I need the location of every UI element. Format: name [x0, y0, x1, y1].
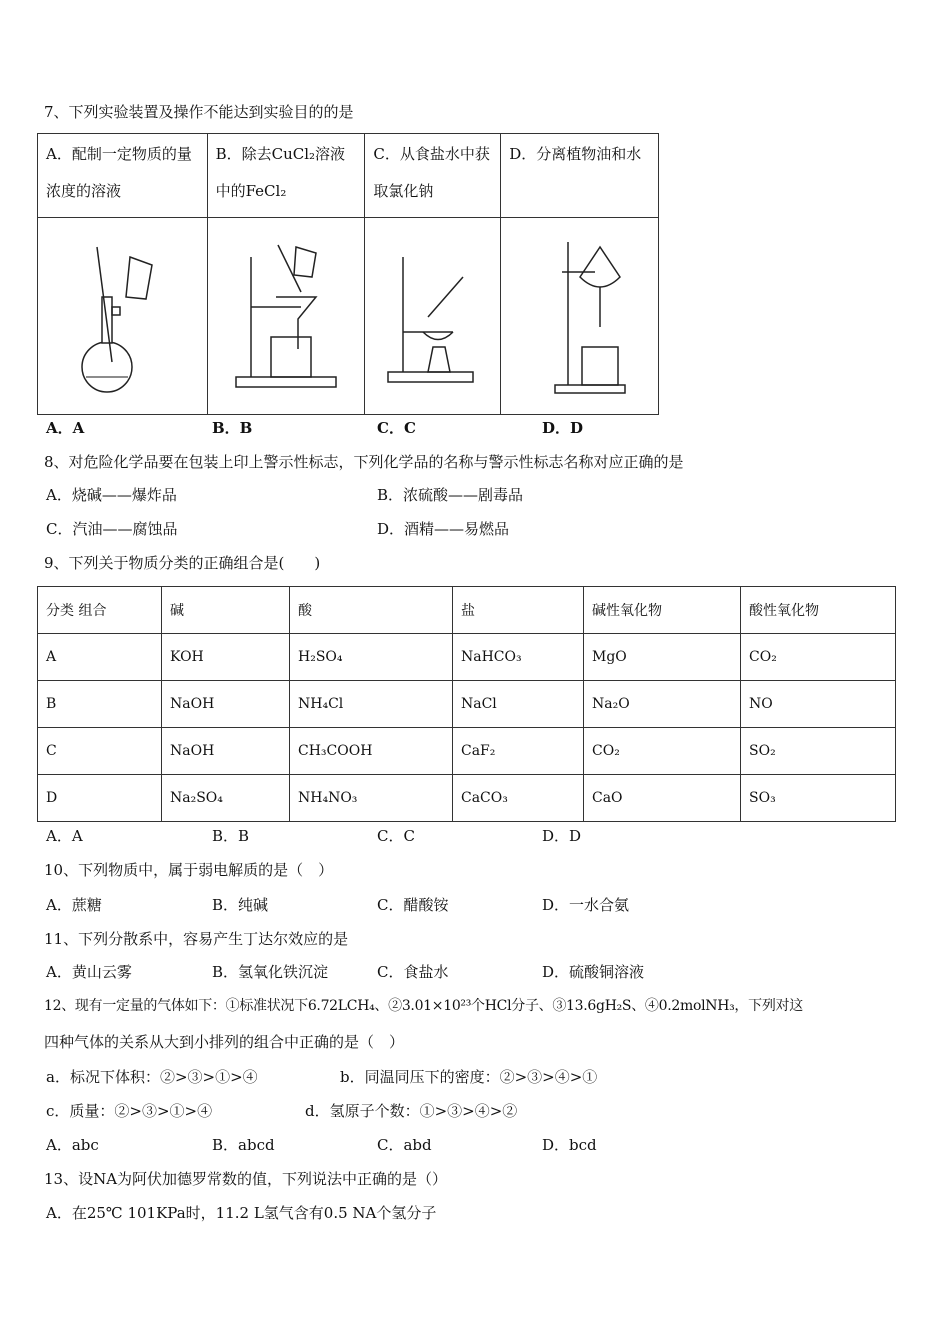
table-cell: H₂SO₄	[290, 634, 453, 681]
q7-cell-d: D．分离植物油和水	[501, 134, 659, 218]
q7-stem: 7、下列实验装置及操作不能达到实验目的的是	[44, 103, 354, 121]
q7-cell-b: B．除去CuCl₂溶液中的FeCl₂	[207, 134, 365, 218]
q8-option-d[interactable]: D．酒精——易燃品	[377, 520, 510, 538]
q8-option-c[interactable]: C．汽油——腐蚀品	[46, 520, 178, 538]
q9-option-a[interactable]: A．A	[46, 827, 83, 845]
apparatus-b	[207, 218, 365, 415]
q11-option-b[interactable]: B．氢氧化铁沉淀	[212, 963, 329, 981]
q11-option-d[interactable]: D．硫酸铜溶液	[542, 963, 645, 981]
q11-option-a[interactable]: A．黄山云雾	[46, 963, 132, 981]
table-cell: NH₄Cl	[290, 681, 453, 728]
table-cell: MgO	[584, 634, 741, 681]
header-cell: 盐	[453, 587, 584, 634]
table-cell: SO₂	[741, 728, 896, 775]
apparatus-a	[38, 218, 208, 415]
q9-option-b[interactable]: B．B	[212, 827, 250, 845]
q12-statement-b: b．同温同压下的密度：②>③>④>①	[340, 1068, 598, 1086]
header-cell: 碱	[162, 587, 290, 634]
table-cell: C	[38, 728, 162, 775]
q9-option-d[interactable]: D．D	[542, 827, 582, 845]
q7-option-d[interactable]: D．D	[542, 419, 584, 437]
q12-stem-line2: 四种气体的关系从大到小排列的组合中正确的是（ ）	[44, 1033, 405, 1051]
q12-statement-d: d．氢原子个数：①>③>④>②	[305, 1102, 518, 1120]
table-cell: CaO	[584, 775, 741, 822]
table-cell: NaHCO₃	[453, 634, 584, 681]
q10-option-d[interactable]: D．一水合氨	[542, 896, 630, 914]
table-cell: B	[38, 681, 162, 728]
table-cell: CaCO₃	[453, 775, 584, 822]
q10-option-c[interactable]: C．醋酸铵	[377, 896, 449, 914]
volumetric-flask-icon	[72, 237, 172, 397]
q11-stem: 11、下列分散系中，容易产生丁达尔效应的是	[44, 930, 349, 948]
table-cell: A	[38, 634, 162, 681]
table-row	[38, 681, 896, 728]
q10-option-a[interactable]: A．蔗糖	[46, 896, 102, 914]
q8-option-a[interactable]: A．烧碱——爆炸品	[46, 486, 177, 504]
table-cell: KOH	[162, 634, 290, 681]
q12-option-d[interactable]: D．bcd	[542, 1136, 597, 1154]
header-cell: 酸性氧化物	[741, 587, 896, 634]
table-header-row	[38, 587, 896, 634]
table-cell: NaOH	[162, 728, 290, 775]
q13-option-a[interactable]: A．在25℃ 101KPa时，11.2 L氢气含有0.5 NA个氢分子	[46, 1204, 437, 1222]
q9-stem: 9、下列关于物质分类的正确组合是( )	[44, 554, 321, 572]
q8-option-b[interactable]: B．浓硫酸——剧毒品	[377, 486, 524, 504]
evaporation-icon	[383, 247, 483, 387]
q12-option-b[interactable]: B．abcd	[212, 1136, 275, 1154]
q12-statement-c: c．质量：②>③>①>④	[46, 1102, 213, 1120]
separatory-funnel-icon	[530, 237, 630, 397]
q10-option-b[interactable]: B．纯碱	[212, 896, 269, 914]
table-cell: Na₂SO₄	[162, 775, 290, 822]
table-row	[38, 634, 896, 681]
q12-statement-a: a．标况下体积：②>③>①>④	[46, 1068, 258, 1086]
q7-option-c[interactable]: C．C	[377, 419, 416, 437]
header-cell: 酸	[290, 587, 453, 634]
table-cell: NaCl	[453, 681, 584, 728]
q7-option-a[interactable]: A．A	[46, 419, 85, 437]
q9-table	[37, 586, 896, 822]
q8-stem: 8、对危险化学品要在包装上印上警示性标志，下列化学品的名称与警示性标志名称对应正确的是	[44, 453, 684, 471]
q7-option-b[interactable]: B．B	[212, 419, 253, 437]
q12-option-a[interactable]: A．abc	[46, 1136, 99, 1154]
table-cell: NO	[741, 681, 896, 728]
table-row	[38, 775, 896, 822]
table-cell: Na₂O	[584, 681, 741, 728]
table-cell: CO₂	[584, 728, 741, 775]
table-cell: SO₃	[741, 775, 896, 822]
q9-option-c[interactable]: C．C	[377, 827, 415, 845]
table-cell: NH₄NO₃	[290, 775, 453, 822]
q13-stem: 13、设NA为阿伏加德罗常数的值，下列说法中正确的是（）	[44, 1170, 448, 1188]
table-row	[38, 728, 896, 775]
q12-stem-line1: 12、现有一定量的气体如下：①标准状况下6.72LCH₄、②3.01×10²³个HCl分子、③13.6gH₂S、④0.2molNH₃，下列对这	[44, 998, 803, 1014]
q10-stem: 10、下列物质中，属于弱电解质的是（ ）	[44, 861, 334, 879]
header-cell: 碱性氧化物	[584, 587, 741, 634]
header-cell: 分类 组合	[38, 587, 162, 634]
q12-option-c[interactable]: C．abd	[377, 1136, 432, 1154]
table-cell: CO₂	[741, 634, 896, 681]
table-cell: CH₃COOH	[290, 728, 453, 775]
filtration-icon	[226, 237, 346, 397]
apparatus-d	[501, 218, 659, 415]
apparatus-c	[365, 218, 501, 415]
table-cell: CaF₂	[453, 728, 584, 775]
q7-cell-a: A．配制一定物质的量浓度的溶液	[38, 134, 208, 218]
table-cell: NaOH	[162, 681, 290, 728]
q7-cell-c: C．从食盐水中获取氯化钠	[365, 134, 501, 218]
q7-table	[37, 133, 659, 415]
table-cell: D	[38, 775, 162, 822]
q11-option-c[interactable]: C．食盐水	[377, 963, 449, 981]
